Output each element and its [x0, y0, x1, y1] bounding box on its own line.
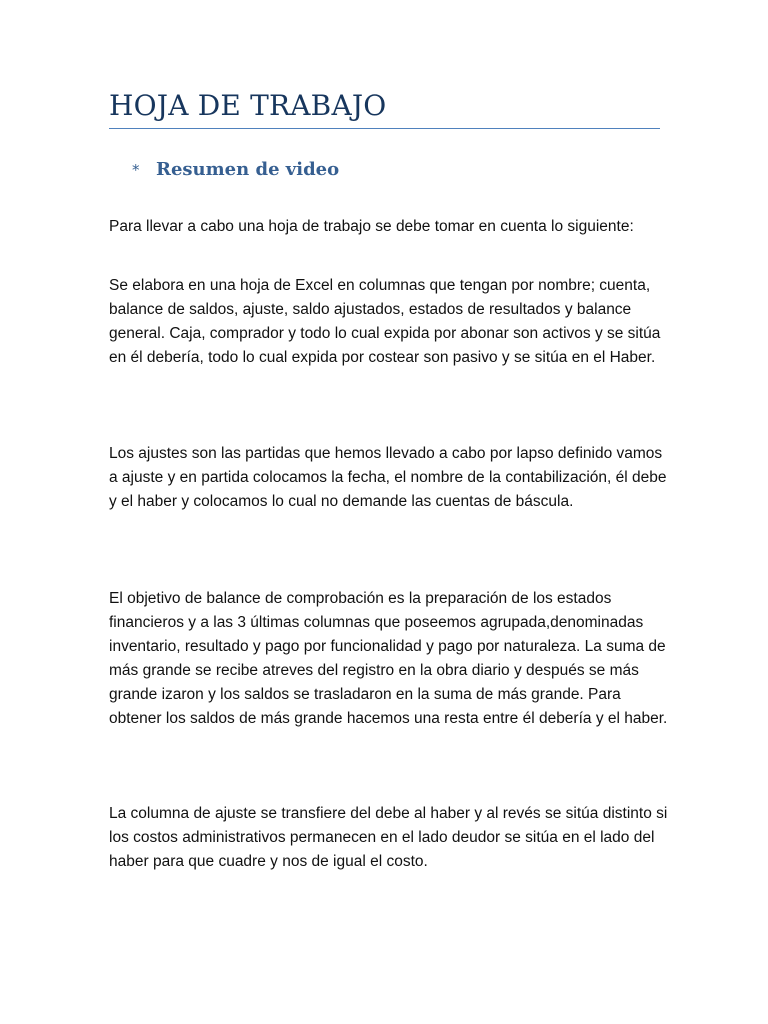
document-title: HOJA DE TRABAJO [109, 89, 387, 122]
subtitle-row [132, 159, 339, 180]
paragraph-ajustes: Los ajustes son las partidas que hemos llevado a cabo por lapso definido vamos a ajuste y en partida colocamos la fecha, el nombre de la contabilización, él debe y el haber y colocamos lo cual no demande las cuentas de báscula. [109, 445, 667, 510]
title-underline [109, 128, 660, 129]
paragraph-intro: Para llevar a cabo una hoja de trabajo se debe tomar en cuenta lo siguiente: [109, 218, 634, 235]
bullet-star-icon: * [132, 160, 140, 179]
section-subtitle: Resumen de video [156, 159, 340, 180]
paragraph-balance: El objetivo de balance de comprobación es la preparación de los estados financieros y a las 3 últimas columnas que poseemos agrupada,denominadas inventario, resultado y pago por funcionalidad y pago por naturaleza. La suma de más grande se recibe atreves del registro en la obra diario y después se más grande izaron y los saldos se trasladaron en la suma de más grande. Para obtener los saldos de más grande hacemos una resta entre él debería y el haber. [109, 590, 668, 727]
paragraph-columna-ajuste: La columna de ajuste se transfiere del debe al haber y al revés se sitúa distinto si los costos administrativos permanecen en el lado deudor se sitúa en el lado del haber para que cuadre y nos de igual el costo. [109, 805, 668, 870]
paragraph-columns: Se elabora en una hoja de Excel en columnas que tengan por nombre; cuenta, balance de saldos, ajuste, saldo ajustados, estados de resultados y balance general. Caja, comprador y todo lo cual expida por abonar son activos y se sitúa en él debería, todo lo cual expida por costear son pasivo y se sitúa en el Haber. [109, 277, 661, 366]
